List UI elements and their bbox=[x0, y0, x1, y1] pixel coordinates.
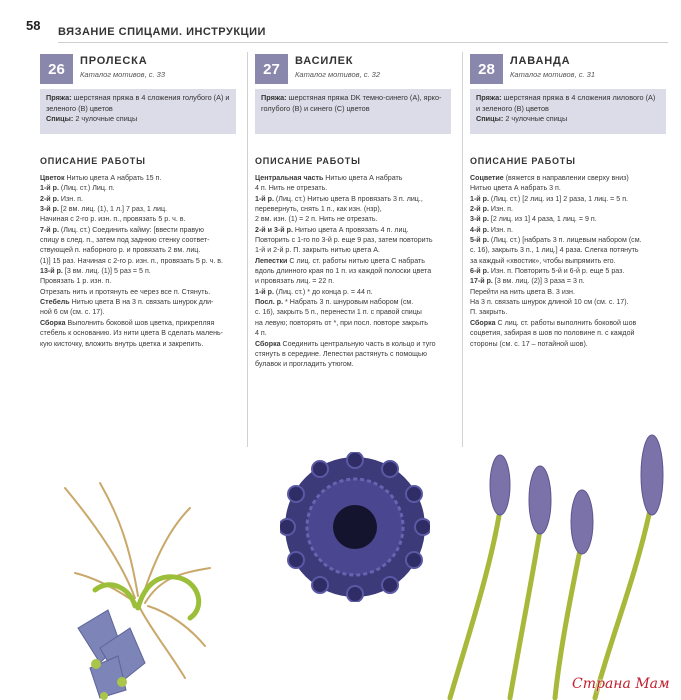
instruction-line: на левую; повторять от *, при посл. повторе закрыть bbox=[255, 318, 428, 327]
instruction-line: кую кисточку, вложить внутрь цветка и закрепить. bbox=[40, 339, 204, 348]
instruction-line: 4 п. Нить не отрезать. bbox=[255, 184, 328, 193]
instruction-line: (1)] 15 раз. Начиная с 2-го р. изн. п., провязать 5 р. ч. в. bbox=[40, 256, 224, 265]
page-header bbox=[0, 0, 681, 44]
instruction-line: Провязать 1 р. изн. п. bbox=[40, 277, 112, 286]
needles-line: Спицы: 2 чулочные спицы bbox=[476, 114, 568, 123]
yarn-line: Пряжа: шерстяная пряжа в 4 сложения голубого (А) и зеленого (В) цветов bbox=[46, 93, 230, 113]
motif-number-badge: 26 bbox=[40, 54, 73, 84]
instruction-line: Стебель Нитью цвета В на 3 п. связать шнурок дли- bbox=[40, 298, 214, 307]
watermark-logo: Страна Мам bbox=[572, 676, 670, 692]
instruction-line: с. 16), закрыть 5 п., перенести 1 п. с правой спицы bbox=[255, 308, 422, 317]
motif-number-badge: 28 bbox=[470, 54, 503, 84]
instruction-line: 5-й р. (Лиц. ст.) [набрать 3 п. лицевым набором (см. bbox=[470, 236, 642, 245]
instruction-line: 2-й р. Изн. п. bbox=[470, 205, 513, 214]
catalog-reference: Каталог мотивов, с. 32 bbox=[295, 70, 381, 79]
instruction-line: Сборка Выполнить боковой шов цветка, прикрепляя bbox=[40, 318, 215, 327]
instruction-line: 1-й и 2-й р. П. закрыть нитью цвета А. bbox=[255, 246, 380, 255]
instruction-line: П. закрыть. bbox=[470, 308, 508, 317]
instruction-line: стебель к основанию. Из нити цвета В сделать малень- bbox=[40, 329, 224, 338]
instruction-line: 4 п. bbox=[255, 329, 267, 338]
instruction-line: Цветок Нитью цвета А набрать 15 п. bbox=[40, 174, 162, 182]
instructions-text bbox=[255, 173, 451, 370]
instruction-line: Сборка С лиц. ст. работы выполнить боковой шов bbox=[470, 318, 637, 327]
materials-panel bbox=[255, 89, 451, 134]
instruction-line: 17-й р. [3 вм. лиц. (2)] 3 раза = 3 п. bbox=[470, 277, 585, 286]
motif-name: ВАСИЛЕК bbox=[295, 55, 354, 67]
page-number: 58 bbox=[26, 18, 41, 33]
instructions-text bbox=[40, 173, 236, 349]
motif-number-badge: 27 bbox=[255, 54, 288, 84]
instruction-line: Посл. р. * Набрать 3 п. шнуровым набором (см. bbox=[255, 298, 414, 307]
instruction-line: 1-й р. (Лиц. ст.) Лиц. п. bbox=[40, 184, 115, 193]
instruction-line: стянуть в середине. Лепестки растянуть с помощью bbox=[255, 349, 427, 358]
materials-panel bbox=[40, 89, 236, 134]
instruction-line: спицу в след. п., затем под заднюю стенку соответ- bbox=[40, 236, 210, 245]
instruction-line: 4-й р. Изн. п. bbox=[470, 225, 513, 234]
description-title: ОПИСАНИЕ РАБОТЫ bbox=[470, 156, 576, 166]
instruction-line: 1-й р. (Лиц. ст.) [2 лиц. из 1] 2 раза, 1 лиц. = 5 п. bbox=[470, 194, 629, 203]
instruction-line: Нитью цвета А набрать 3 п. bbox=[470, 184, 561, 193]
instruction-line: 2-й р. Изн. п. bbox=[40, 194, 83, 203]
instruction-line: стороны (см. с. 17 – потайной шов). bbox=[470, 339, 588, 348]
header-rule bbox=[58, 42, 668, 43]
instruction-line: с. 16), закрыть 3 п., 1 лиц.] 4 раза. Слегка потянуть bbox=[470, 246, 639, 255]
description-title: ОПИСАНИЕ РАБОТЫ bbox=[40, 156, 146, 166]
instruction-line: Отрезать нить и протянуть ее через все п. Стянуть. bbox=[40, 287, 211, 296]
instruction-line: 3-й р. [2 вм. лиц. (1), 1 л.] 7 раз, 1 лиц. bbox=[40, 205, 167, 214]
instruction-line: 2-й и 3-й р. Нитью цвета А провязать 4 п. лиц. bbox=[255, 225, 409, 234]
instruction-line: Начиная с 2-го р. изн. п., провязать 5 р. ч. в. bbox=[40, 215, 186, 224]
instruction-line: ствующей п. наборного р. и провязать 2 вм. лиц. bbox=[40, 246, 201, 255]
yarn-line: Пряжа: шерстяная пряжа DK темно-синего (А), ярко-голубого (В) и синего (С) цветов bbox=[261, 93, 442, 113]
instruction-line: перевернуть, снять 1 п., как изн. (нзр), bbox=[255, 205, 382, 214]
catalog-reference: Каталог мотивов, с. 33 bbox=[80, 70, 166, 79]
catalog-reference: Каталог мотивов, с. 31 bbox=[510, 70, 596, 79]
instruction-line: Повторить с 1-го по 3-й р. еще 9 раз, затем повторить bbox=[255, 236, 433, 245]
lavender-knitted-photo bbox=[430, 430, 681, 700]
instruction-line: и провязать лиц. = 22 п. bbox=[255, 277, 335, 286]
instruction-line: 7-й р. (Лиц. ст.) Соединить кайму: [ввести правую bbox=[40, 225, 204, 234]
instruction-line: 3-й р. [2 лиц. из 1] 4 раза, 1 лиц. = 9 п. bbox=[470, 215, 597, 224]
needles-line: Спицы: 2 чулочные спицы bbox=[46, 114, 138, 123]
instruction-line: Соцветие (вяжется в направлении сверху вниз) bbox=[470, 174, 629, 182]
yarn-line: Пряжа: шерстяная пряжа в 4 сложения лилового (А) и зеленого (В) цветов bbox=[476, 93, 656, 113]
bluebell-knitted-photo bbox=[60, 478, 230, 700]
materials-panel bbox=[470, 89, 666, 134]
motif-name: ПРОЛЕСКА bbox=[80, 55, 148, 67]
instruction-line: за каждый «хвостик», чтобы выпрямить его. bbox=[470, 256, 616, 265]
instruction-line: 2 вм. изн. (1) = 2 п. Нить не отрезать. bbox=[255, 215, 378, 224]
description-title: ОПИСАНИЕ РАБОТЫ bbox=[255, 156, 361, 166]
instruction-line: вдоль длинного края по 1 п. из каждой полоски цвета bbox=[255, 267, 432, 276]
instruction-line: 1-й р. (Лиц. ст.) Нитью цвета В провязать 3 п. лиц., bbox=[255, 194, 423, 203]
section-title: ВЯЗАНИЕ СПИЦАМИ. ИНСТРУКЦИИ bbox=[58, 26, 266, 38]
instruction-line: Центральная часть Нитью цвета А набрать bbox=[255, 174, 403, 182]
instruction-line: 1-й р. (Лиц. ст.) * до конца р. = 44 п. bbox=[255, 287, 373, 296]
instruction-line: булавок и прогладить утюгом. bbox=[255, 360, 354, 369]
instruction-line: ной 6 см (см. с. 17). bbox=[40, 308, 105, 317]
instruction-line: Перейти на нить цвета В. 3 изн. bbox=[470, 287, 575, 296]
instruction-line: 13-й р. [3 вм. лиц. (1)] 5 раз = 5 п. bbox=[40, 267, 151, 276]
cornflower-knitted-photo bbox=[280, 452, 430, 602]
column-divider bbox=[462, 52, 463, 447]
instruction-line: 6-й р. Изн. п. Повторить 5-й и 6-й р. еще 5 раз. bbox=[470, 267, 625, 276]
instruction-line: Сборка Соединить центральную часть в кольцо и туго bbox=[255, 339, 436, 348]
motif-name: ЛАВАНДА bbox=[510, 55, 571, 67]
instruction-line: Лепестки С лиц. ст. работы нитью цвета С набрать bbox=[255, 256, 425, 265]
instructions-text bbox=[470, 173, 666, 349]
instruction-line: На 3 п. связать шнурок длиной 10 см (см. с. 17). bbox=[470, 298, 629, 307]
column-divider bbox=[247, 52, 248, 447]
instruction-line: соцветия, забирая в шов по половине п. с каждой bbox=[470, 329, 635, 338]
